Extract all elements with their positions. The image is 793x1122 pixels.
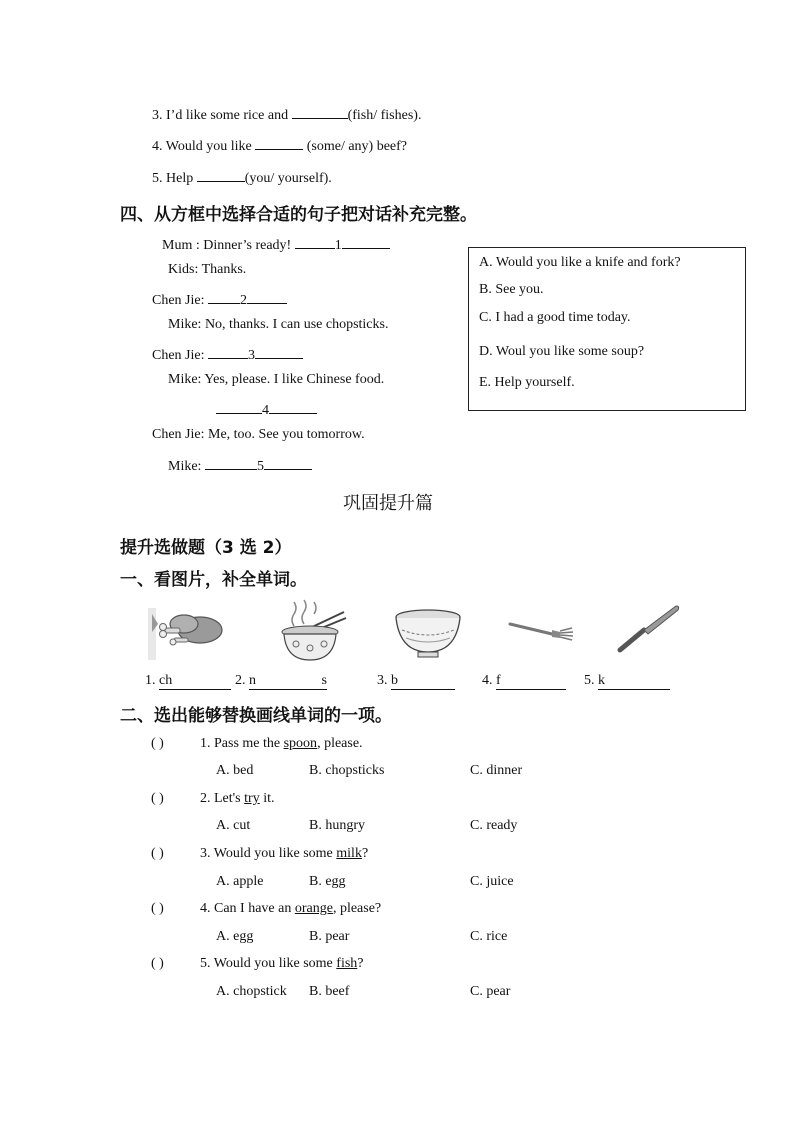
- blank-number: 4: [262, 403, 269, 418]
- dialogue-line: Kids: Thanks.: [168, 262, 247, 277]
- noodles-icon: [272, 598, 352, 664]
- blank-number: 1: [334, 238, 342, 253]
- answer-blank[interactable]: [269, 399, 317, 414]
- mc-question: [200, 956, 364, 972]
- question-text: (some/ any) beef?: [303, 139, 408, 154]
- underlined-word: fish: [336, 956, 358, 971]
- dialogue-line: Mike: Yes, please. I like Chinese food.: [168, 372, 385, 387]
- dialogue-line: [168, 455, 312, 475]
- dialogue-line: [152, 289, 287, 309]
- blank-number: 5: [256, 459, 264, 474]
- word-item-4: [482, 673, 566, 690]
- options-box: [468, 247, 746, 411]
- question-text: 5. Would you like some: [200, 956, 337, 971]
- mc-question: [200, 736, 363, 752]
- mc-question: [200, 901, 381, 917]
- word-blank[interactable]: [496, 673, 566, 690]
- question-text: , please?: [332, 901, 382, 916]
- choice-b[interactable]: B. egg: [309, 874, 346, 889]
- choice-c[interactable]: C. dinner: [470, 763, 523, 778]
- question-5: [152, 167, 332, 187]
- item-number: 5.: [584, 673, 598, 688]
- dialogue-text: Chen Jie:: [152, 293, 208, 308]
- answer-blank[interactable]: [295, 234, 335, 249]
- question-text: ?: [357, 956, 364, 971]
- word-blank[interactable]: [159, 673, 231, 690]
- underlined-word: milk: [336, 846, 362, 861]
- fork-icon: [506, 612, 578, 652]
- part-title: 巩固提升篇: [343, 493, 433, 514]
- question-text: (fish/ fishes).: [347, 108, 422, 123]
- underlined-word: spoon: [283, 736, 318, 751]
- word-start: k: [598, 673, 605, 688]
- option-a: A. Would you like a knife and fork?: [479, 255, 681, 270]
- question-text: 4. Would you like: [152, 139, 256, 154]
- mc-question: [200, 846, 368, 862]
- item-number: 2.: [235, 673, 249, 688]
- dialogue-text: Chen Jie:: [152, 348, 208, 363]
- answer-blank[interactable]: [208, 344, 248, 359]
- word-blank[interactable]: [391, 673, 455, 690]
- choice-c[interactable]: C. rice: [470, 929, 508, 944]
- item-number: 1.: [145, 673, 159, 688]
- bowl-icon: [392, 608, 464, 660]
- word-end: s: [321, 673, 327, 688]
- dialogue-line: [216, 399, 317, 419]
- section-2-heading: 二、选出能够替换画线单词的一项。: [120, 706, 392, 726]
- dialogue-line: Chen Jie: Me, too. See you tomorrow.: [152, 427, 365, 442]
- choice-a[interactable]: A. bed: [216, 763, 254, 778]
- dialogue-text: Mike:: [168, 459, 205, 474]
- item-number: 3.: [377, 673, 391, 688]
- dialogue-line: [162, 234, 390, 254]
- answer-blank[interactable]: [292, 104, 348, 119]
- option-d: D. Woul you like some soup?: [479, 344, 645, 359]
- chicken-icon: [148, 602, 228, 662]
- choice-a[interactable]: A. apple: [216, 874, 264, 889]
- choice-c[interactable]: C. juice: [470, 874, 514, 889]
- section-4-heading: 四、从方框中选择合适的句子把对话补充完整。: [120, 205, 477, 225]
- answer-blank[interactable]: [255, 344, 303, 359]
- choice-a[interactable]: A. cut: [216, 818, 251, 833]
- word-item-5: [584, 673, 670, 690]
- choice-b[interactable]: B. beef: [309, 984, 350, 999]
- word-start: b: [391, 673, 398, 688]
- optional-heading: 提升选做题（3 选 2）: [120, 538, 292, 558]
- question-text: 3. I’d like some rice and: [152, 108, 292, 123]
- dialogue-line: [152, 344, 303, 364]
- choice-c[interactable]: C. pear: [470, 984, 511, 999]
- option-b: B. See you.: [479, 282, 544, 297]
- question-text: 4. Can I have an: [200, 901, 295, 916]
- choice-a[interactable]: A. chopstick: [216, 984, 287, 999]
- knife-icon: [614, 600, 684, 656]
- answer-blank[interactable]: [208, 289, 240, 304]
- question-text: it.: [259, 791, 275, 806]
- dialogue-text: Mum : Dinner’s ready!: [162, 238, 295, 253]
- blank-number: 3: [248, 348, 255, 363]
- word-start: f: [496, 673, 501, 688]
- word-start: ch: [159, 673, 173, 688]
- question-3: [152, 104, 421, 124]
- word-blank[interactable]: [598, 673, 670, 690]
- item-number: 4.: [482, 673, 496, 688]
- answer-paren[interactable]: ( ): [151, 791, 164, 806]
- word-item-2: [235, 673, 327, 690]
- answer-paren[interactable]: ( ): [151, 956, 164, 971]
- answer-blank[interactable]: [216, 399, 262, 414]
- answer-blank[interactable]: [205, 455, 257, 470]
- option-e: E. Help yourself.: [479, 375, 575, 390]
- answer-blank[interactable]: [247, 289, 287, 304]
- mc-question: [200, 791, 274, 807]
- word-item-1: [145, 673, 231, 690]
- choice-c[interactable]: C. ready: [470, 818, 518, 833]
- question-text: 1. Pass me the: [200, 736, 284, 751]
- question-text: ?: [361, 846, 369, 861]
- choice-b[interactable]: B. hungry: [309, 818, 365, 833]
- choice-b[interactable]: B. chopsticks: [309, 763, 385, 778]
- question-text: 2. Let's: [200, 791, 245, 806]
- answer-blank[interactable]: [255, 135, 303, 150]
- question-text: 5. Help: [152, 171, 197, 186]
- question-text: , please.: [317, 736, 363, 751]
- answer-blank[interactable]: [342, 234, 390, 249]
- blank-number: 2: [240, 293, 247, 308]
- answer-paren[interactable]: ( ): [151, 901, 164, 916]
- word-start: n: [249, 673, 256, 688]
- word-item-3: [377, 673, 455, 690]
- choice-b[interactable]: B. pear: [309, 929, 350, 944]
- dialogue-line: Mike: No, thanks. I can use chopsticks.: [168, 317, 389, 332]
- question-4: [152, 135, 407, 155]
- option-c: C. I had a good time today.: [479, 310, 631, 325]
- answer-blank[interactable]: [264, 455, 312, 470]
- answer-blank[interactable]: [197, 167, 245, 182]
- question-text: (you/ yourself).: [244, 171, 332, 186]
- underlined-word: try: [244, 791, 260, 806]
- word-blank[interactable]: [249, 673, 327, 690]
- answer-paren[interactable]: ( ): [151, 846, 164, 861]
- answer-paren[interactable]: ( ): [151, 736, 164, 751]
- question-text: 3. Would you like some: [200, 846, 337, 861]
- section-1-heading: 一、看图片，补全单词。: [120, 570, 307, 590]
- choice-a[interactable]: A. egg: [216, 929, 254, 944]
- underlined-word: orange: [294, 901, 333, 916]
